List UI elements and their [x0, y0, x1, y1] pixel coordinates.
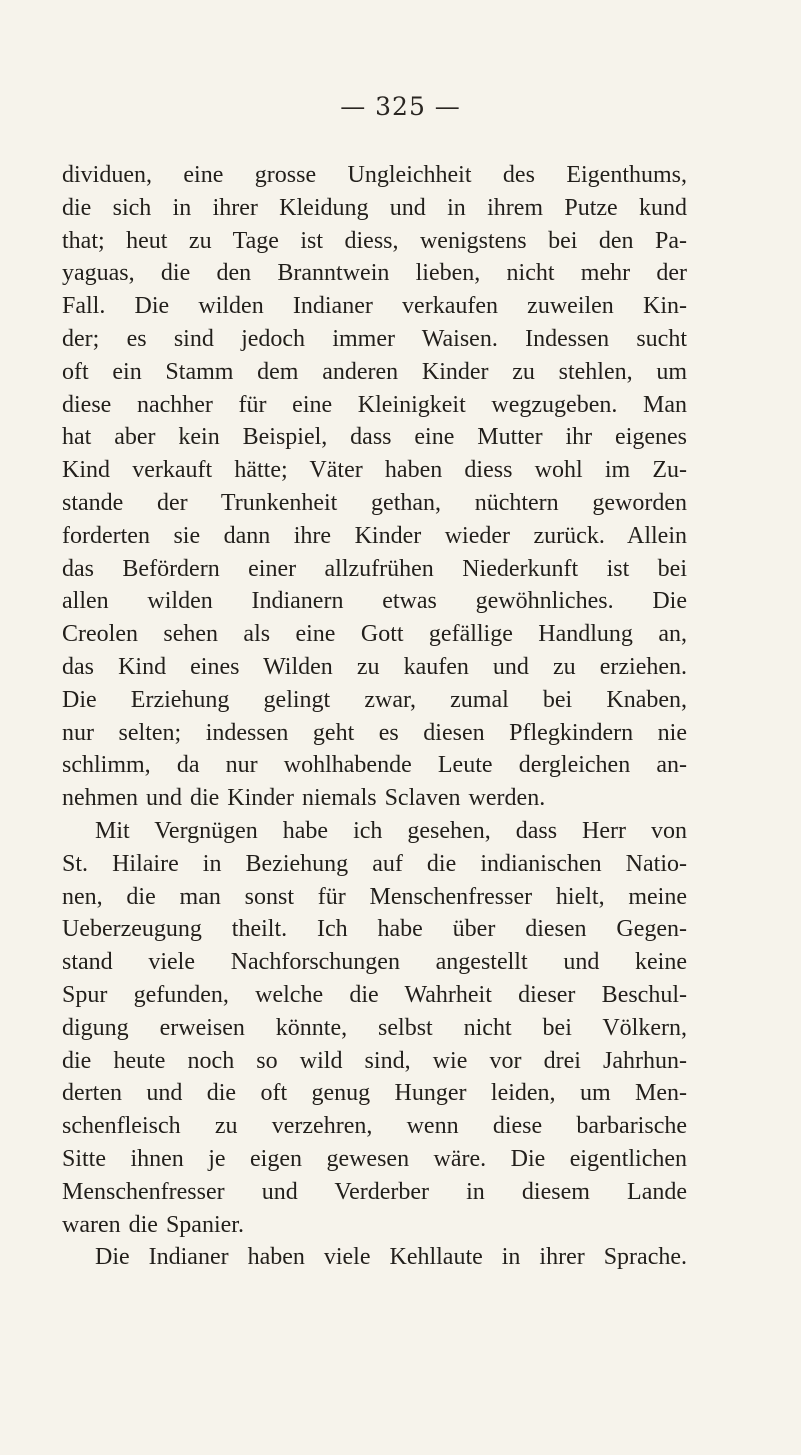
text-line: hat aber kein Beispiel, dass eine Mutter ihr eigenes	[62, 424, 687, 451]
text-line: die sich in ihrer Kleidung und in ihrem Putze kund	[62, 194, 687, 221]
text-line: forderten sie dann ihre Kinder wieder zurück. Allein	[62, 522, 687, 549]
text-line: nur selten; indessen geht es diesen Pflegkindern nie	[62, 719, 687, 746]
text-line: Mit Vergnügen habe ich gesehen, dass Herr von	[95, 817, 687, 844]
text-line: oft ein Stamm dem anderen Kinder zu stehlen, um	[62, 358, 687, 385]
text-line: nen, die man sonst für Menschenfresser hielt, meine	[62, 883, 687, 910]
page-number: — 325 —	[340, 92, 461, 121]
text-line: die heute noch so wild sind, wie vor drei Jahrhun-	[62, 1047, 687, 1074]
text-line: diese nachher für eine Kleinigkeit wegzugeben. Man	[62, 391, 687, 418]
text-line: digung erweisen könnte, selbst nicht bei Völkern,	[62, 1014, 687, 1041]
text-line: Die Indianer haben viele Kehllaute in ihrer Sprache.	[95, 1244, 687, 1271]
text-line: waren die Spanier.	[62, 1211, 244, 1238]
text-line: schlimm, da nur wohlhabende Leute dergleichen an-	[62, 752, 687, 779]
text-line: Spur gefunden, welche die Wahrheit dieser Beschul-	[62, 981, 687, 1008]
text-line: Kind verkauft hätte; Väter haben diess wohl im Zu-	[62, 457, 687, 484]
text-line: Fall. Die wilden Indianer verkaufen zuweilen Kin-	[62, 293, 687, 320]
text-line: Creolen sehen als eine Gott gefällige Handlung an,	[62, 621, 687, 648]
text-line: that; heut zu Tage ist diess, wenigstens bei den Pa-	[62, 227, 687, 254]
text-line: Die Erziehung gelingt zwar, zumal bei Knaben,	[62, 686, 687, 713]
text-line: Sitte ihnen je eigen gewesen wäre. Die eigentlichen	[62, 1145, 687, 1172]
text-line: derten und die oft genug Hunger leiden, um Men-	[62, 1080, 687, 1107]
text-line: stand viele Nachforschungen angestellt und keine	[62, 949, 687, 976]
text-line: allen wilden Indianern etwas gewöhnliches. Die	[62, 588, 687, 615]
text-line: Menschenfresser und Verderber in diesem Lande	[62, 1178, 687, 1205]
text-line: dividuen, eine grosse Ungleichheit des Eigenthums,	[62, 162, 687, 188]
text-line: das Kind eines Wilden zu kaufen und zu erziehen.	[62, 653, 687, 680]
text-line: St. Hilaire in Beziehung auf die indianischen Natio-	[62, 850, 687, 877]
text-line: der; es sind jedoch immer Waisen. Indessen sucht	[62, 325, 687, 352]
text-line: nehmen und die Kinder niemals Sclaven werden.	[62, 785, 546, 812]
text-line: das Befördern einer allzufrühen Niederkunft ist bei	[62, 555, 687, 582]
text-line: stande der Trunkenheit gethan, nüchtern geworden	[62, 489, 687, 516]
text-line: schenfleisch zu verzehren, wenn diese barbarische	[62, 1113, 687, 1140]
text-line: Ueberzeugung theilt. Ich habe über diesen Gegen-	[62, 916, 687, 943]
text-line: yaguas, die den Branntwein lieben, nicht mehr der	[62, 260, 687, 287]
body-text	[62, 159, 687, 1274]
